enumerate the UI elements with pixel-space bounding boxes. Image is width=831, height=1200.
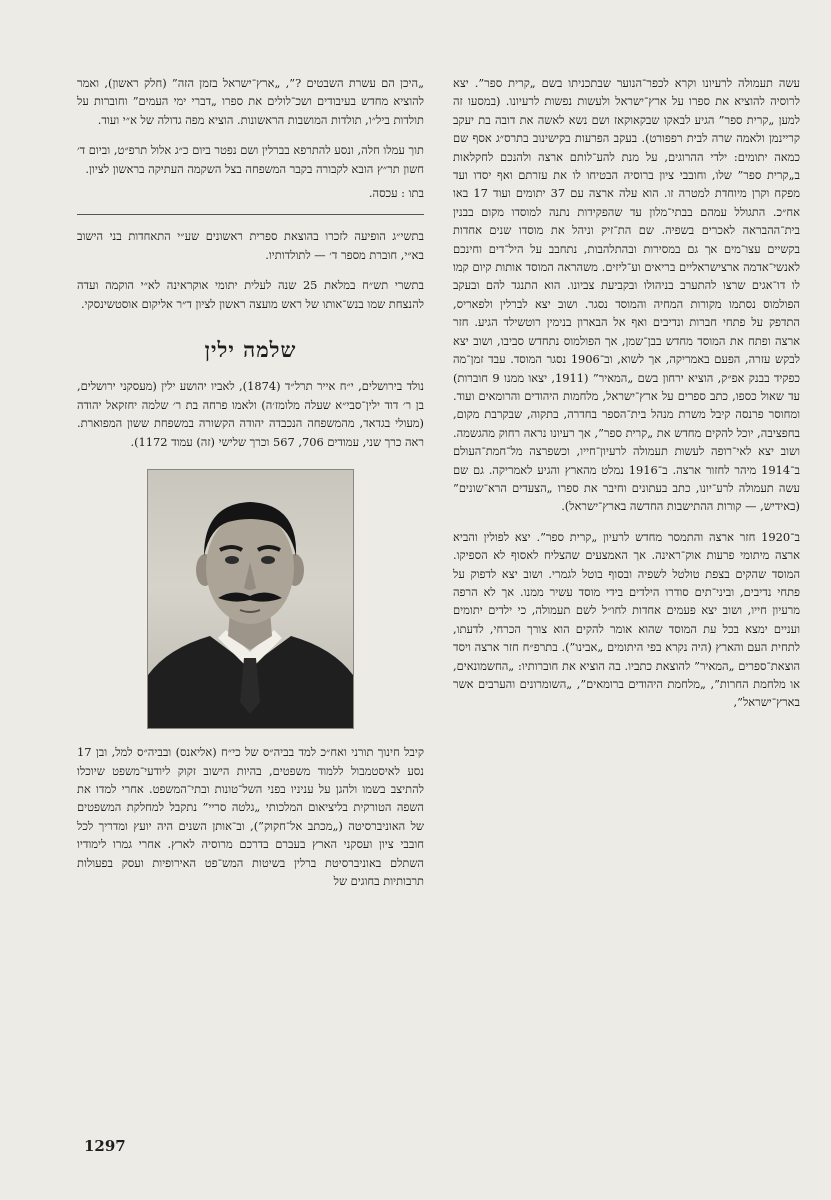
left-paragraph-2: תוך עמלו חלה, ונסע להתרפא בברלין ושם נפטר ביום כ״ג אלול תרפ״ט, וביום ד׳ חשון תר״ץ הובא לקבורה בקבר המשפחה בצל השקמה העתיקה בראשון לציון. (77, 143, 424, 176)
portrait-illustration (148, 470, 353, 728)
left-column (77, 74, 424, 902)
left-paragraph-1: „היכן הם עשרת השבטים ?”, „ארץ־ישראל בזמן הזה” (חלק ראשון), ואמר להוציא מחדש בעיבודים ושכ־לולים את ספרו „דברי ימי העמים” וחוברות על תולדות ביל״ו, תולדות המושבות הראשונות. הוציא מפה גדולה של א״י ועוד. (77, 76, 424, 127)
right-paragraph-2: ב־1920 חזר ארצה והתמסר מחדש לרעיון „קרית ספר”. יצא לפולין והביא ארצה מיתומי פרעות אוק־ראינה. אך האמצעים שהצליח לאסוף לא הספיקו. המוסד שהקים בצפת טולטל לשפיה ובסוף בוטל לגמרי. ושוב יצא לדפוק על פתחי נדיבים, וביני־תים סודרו הילדים בידי מוסד עשיר ממנו. אך לא הרפה מרעיון חייו, ושוב יצא פעמים אחדות לחו״ל לשם תעמולה, כי ילדים יתומים ועניים ימצא בכל עת המוסד שהוא אומר להקים הוא צורך הכרחי, לדעתו, לתחית העם והארץ (היה נקרא בפי היתומים „אבינו”). בתרפ״ח חזר ארצה ויסד הוצאת־ספרים „המאיר” להוצאת כתביו. בה הוציא את חוברותיו: „החשמונאים, או מלחמת החרות”, „מלחמת היהודים ברומאים”, „השומרונים והערבים אשר בארץ־ישראל”, (453, 529, 800, 710)
left-paragraph-3: בתשי״ג הופיעה לזכרו בהוצאת ספרית ראשונים שע״י התאחדות בני הישוב בא״י, חוברת מספר ד׳ — לתולדותיו. (77, 229, 424, 262)
page-number: 1297 (84, 1137, 126, 1155)
right-paragraph-1: עשה תעמולה לרעיונו וקרא לכפר־הנוער שבתכניתו בשם „קרית ספר”. יצא לרוסיה להוציא את ספרו על ארץ־ישראל ולעשות נפשות לרעיונו. (במסעו זה למען „קרית ספר” הגיע לבאקו שבקאוקאז ושם נשא לאשה את דובה בת יעקב קריינמן ולאמה שרה לבית רפפורט). בעקב הפרעות בקישינוב בתרס״ג אסף שם כמאה יתומים: ילדי ההרוגים, על מנת להע־לותם ארצה ולהנכם לחקלאות ב„קרית ספר” שלו, וחובבי ציון ברוסיה הבטיחו לו את עזרתם ואף יסדו ועד מפקח וקרן מיוחדת למטרה זו. הוא עלה ארצה עם 37 יתומים ועוד 17 באו אח״כ. התגולל עמהם בבתי־מלון עד שהפקידות נתנה למוסדו מקום בבנין בית־ההבראה לאכרים בשפיה. שם הת־זיק וניהל את מוסדו שנים אחדות בקשיים עצו־מים אך גם במסירות ובהתלהבות, נתחבב על היל־דים וחינכם לאנשי־אדמה ארצישראליים בריאים וע־ליזים. משהראה המוסד אותות קיום קמו לו דו־אגים שרצו להתערב בניהולו ובקביעת צביונו. הוא התנגד להם ובעקב הפולמוס נסתמו מקורות המחיה והמוסד נסגר. ושוב יצא לברלין ולפאריס, התדפק על פתחי חברות ונדיבים ואף אל הבארון בנימין רוטשילד הגיע. חזר ארצה ופתח את המוסד מחדש בבן־שמן, אך הפולמוס נתחדש סביבו, ושוב יצא לבקש עזרה, הפעם באמריקה, אך לשוא, וב־1906 נסגר המוסד. עבד זמן־מה כפקיד בבנק אפ״ק, הוציא ירחון בשם „המאיר” (1911, יצאו ממנו 9 חוברות) עד שאול כספו, כתב ספרים על ארץ־ישראל, מלחמות היהודים והרומאים ועוד. ומחוסר פרנסה קיבל משרת מנהל בית־הספר בחדרה, בתקוה, שבקרבת מקום, בחפציבה, יוכל להקים מחדש את „קרית ספר”, אך רעיונו נראה רחוק מהגשמה. ושוב יצא לאי־רופה לעשות תעמולה לרעיון־חייו, וכשפרצה מל־חמת־העולם ב־1914 מיהר לחזור ארצה. ב־1916 נמלט מהארץ והגיע לאמריקה. גם שם עשה תעמולה לרע־יונו, כתב בעתונים וחיבר את ספרו „הצעדים הרא־שונים” (באידיש, — קורות ההתישבות החדשה בארץ־ישראל). (453, 76, 800, 514)
biography-body: קיבל חינוך תורני ואח״כ למד בביה״ס של כי״ח (אליאנס) ובביה״ס למל, ובן 17 נסע לאיסטמבול ללמוד משפטים, בהיות הישוב זקוק ליודעי־משפט שיוכלו להתיצב בשמו ולהגן על עניניו בפני השל־טונות ובתי־המשפט. אחרי למדו את השפה הטורקית בליציאום המלכותי „גלטה סריי” נתקבל למחלקת המשפטים של האוניברסיטה („מכתב אל־חקוק”), וב־אותן השנים היה יועץ ומדריך לכל חובבי ציון ועסקני הארץ בעברם בדרכם מרוסיה לארץ. אחרי גמרו לימודיו השתלם באוניברסיטת ברלין בשיטות המש־פט האירופיות ועסק בפעולות תרבותיות בחוגים של (77, 745, 424, 888)
section-divider (77, 214, 424, 215)
biography-heading: שלמה ילין (204, 337, 297, 363)
portrait-photo (147, 469, 354, 729)
left-paragraph-4: בתשרי תש״ח במלאת 25 שנה לעלית יתומי אוקראינה לא״י הוקמה ועדה להנצחת שמו בנש־אותו של ראש מועצה ראשון לציון ד״ר אליקום אוסטשינסקי. (77, 278, 424, 311)
biography-intro: נולד בירושלים, י״ח אייר תרל״ד (1874), לאביו יהושע ילין (מעסקני ירושלים, בן ר׳ דוד ילין־סבי״א שעלה מלומז׳ה) ולאמו פרחה בת ר׳ שלמה יחזקאל יהודה (מעולי בגדאד, מהמשפחה הנכבדה יהודה הקשורה במשפחת ששון המפוארת. ראה כרך שני, עמודים 706, 567 וכרך שלישי (זה) עמוד 1172). (77, 379, 425, 449)
daughter-line: בתו : עכסה. (368, 186, 424, 201)
right-column (453, 74, 800, 724)
